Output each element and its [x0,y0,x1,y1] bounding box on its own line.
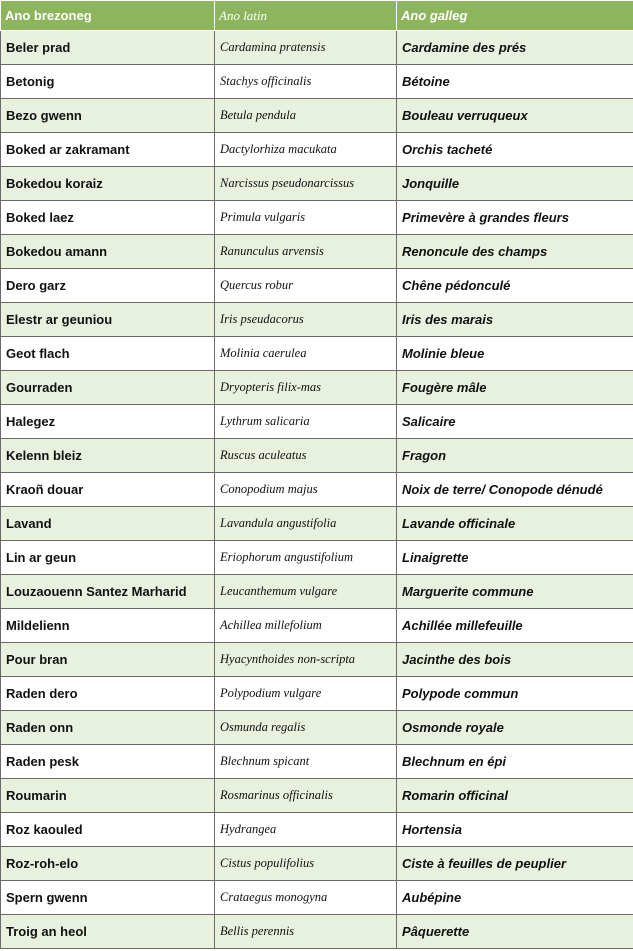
breton-name-cell: Bokedou amann [1,235,215,269]
breton-name-cell: Raden onn [1,711,215,745]
french-name-cell: Polypode commun [397,677,633,711]
latin-name-cell: Ruscus aculeatus [215,439,397,473]
table-row [1,133,633,167]
breton-name-cell: Elestr ar geuniou [1,303,215,337]
table-row [1,167,633,201]
table-row [1,745,633,779]
french-name-cell: Lavande officinale [397,507,633,541]
french-name-cell: Orchis tacheté [397,133,633,167]
french-name-cell: Iris des marais [397,303,633,337]
french-name-cell: Cardamine des prés [397,31,633,65]
latin-name-cell: Dactylorhiza macukata [215,133,397,167]
breton-name-cell: Boked laez [1,201,215,235]
french-name-cell: Marguerite commune [397,575,633,609]
latin-name-cell: Bellis perennis [215,915,397,949]
breton-name-cell: Spern gwenn [1,881,215,915]
latin-name-cell: Narcissus pseudonarcissus [215,167,397,201]
breton-name-cell: Kraoñ douar [1,473,215,507]
french-name-cell: Romarin officinal [397,779,633,813]
breton-name-cell: Lavand [1,507,215,541]
breton-name-cell: Troig an heol [1,915,215,949]
latin-name-cell: Quercus robur [215,269,397,303]
french-name-cell: Linaigrette [397,541,633,575]
french-name-cell: Fragon [397,439,633,473]
latin-name-cell: Lythrum salicaria [215,405,397,439]
french-name-cell: Fougère mâle [397,371,633,405]
breton-name-cell: Gourraden [1,371,215,405]
french-name-cell: Ciste à feuilles de peuplier [397,847,633,881]
latin-name-cell: Hydrangea [215,813,397,847]
breton-name-cell: Roz-roh-elo [1,847,215,881]
table-row [1,677,633,711]
breton-name-cell: Halegez [1,405,215,439]
breton-name-cell: Lin ar geun [1,541,215,575]
french-name-cell: Hortensia [397,813,633,847]
french-name-cell: Jacinthe des bois [397,643,633,677]
table-row [1,337,633,371]
table-row [1,65,633,99]
french-name-cell: Bétoine [397,65,633,99]
french-name-cell: Molinie bleue [397,337,633,371]
latin-name-cell: Achillea millefolium [215,609,397,643]
breton-name-cell: Roz kaouled [1,813,215,847]
latin-name-cell: Molinia caerulea [215,337,397,371]
breton-name-cell: Roumarin [1,779,215,813]
breton-name-cell: Mildelienn [1,609,215,643]
latin-name-cell: Leucanthemum vulgare [215,575,397,609]
table-row [1,507,633,541]
french-name-cell: Achillée millefeuille [397,609,633,643]
table-row [1,711,633,745]
table-row [1,779,633,813]
table-row [1,643,633,677]
table-row [1,99,633,133]
french-name-cell: Blechnum en épi [397,745,633,779]
header-row [1,1,633,31]
breton-name-cell: Louzaouenn Santez Marharid [1,575,215,609]
table-row [1,439,633,473]
table-row [1,269,633,303]
latin-name-cell: Rosmarinus officinalis [215,779,397,813]
breton-name-cell: Geot flach [1,337,215,371]
french-name-cell: Renoncule des champs [397,235,633,269]
table-row [1,371,633,405]
breton-name-cell: Raden dero [1,677,215,711]
latin-name-cell: Eriophorum angustifolium [215,541,397,575]
breton-name-cell: Bezo gwenn [1,99,215,133]
table-row [1,575,633,609]
table-row [1,541,633,575]
latin-name-cell: Stachys officinalis [215,65,397,99]
french-name-cell: Bouleau verruqueux [397,99,633,133]
french-name-cell: Chêne pédonculé [397,269,633,303]
breton-name-cell: Dero garz [1,269,215,303]
latin-name-cell: Hyacynthoides non-scripta [215,643,397,677]
header-french-name: Ano galleg [397,1,633,31]
latin-name-cell: Crataegus monogyna [215,881,397,915]
table-row [1,473,633,507]
latin-name-cell: Lavandula angustifolia [215,507,397,541]
breton-name-cell: Beler prad [1,31,215,65]
table-header [1,1,633,31]
breton-name-cell: Boked ar zakramant [1,133,215,167]
table-body [1,31,633,949]
header-latin-name: Ano latin [215,1,397,31]
latin-name-cell: Blechnum spicant [215,745,397,779]
french-name-cell: Osmonde royale [397,711,633,745]
latin-name-cell: Cistus populifolius [215,847,397,881]
breton-name-cell: Raden pesk [1,745,215,779]
table-row [1,201,633,235]
latin-name-cell: Cardamina pratensis [215,31,397,65]
table-row [1,31,633,65]
breton-name-cell: Pour bran [1,643,215,677]
latin-name-cell: Iris pseudacorus [215,303,397,337]
french-name-cell: Noix de terre/ Conopode dénudé [397,473,633,507]
latin-name-cell: Dryopteris filix-mas [215,371,397,405]
french-name-cell: Salicaire [397,405,633,439]
french-name-cell: Jonquille [397,167,633,201]
breton-name-cell: Betonig [1,65,215,99]
table-row [1,915,633,949]
breton-name-cell: Bokedou koraiz [1,167,215,201]
table-row [1,881,633,915]
table-row [1,609,633,643]
breton-name-cell: Kelenn bleiz [1,439,215,473]
french-name-cell: Primevère à grandes fleurs [397,201,633,235]
table-row [1,847,633,881]
latin-name-cell: Polypodium vulgare [215,677,397,711]
french-name-cell: Aubépine [397,881,633,915]
table-row [1,405,633,439]
french-name-cell: Pâquerette [397,915,633,949]
latin-name-cell: Ranunculus arvensis [215,235,397,269]
table-row [1,303,633,337]
latin-name-cell: Conopodium majus [215,473,397,507]
latin-name-cell: Osmunda regalis [215,711,397,745]
table-row [1,235,633,269]
header-breton-name: Ano brezoneg [1,1,215,31]
latin-name-cell: Betula pendula [215,99,397,133]
latin-name-cell: Primula vulgaris [215,201,397,235]
table-row [1,813,633,847]
